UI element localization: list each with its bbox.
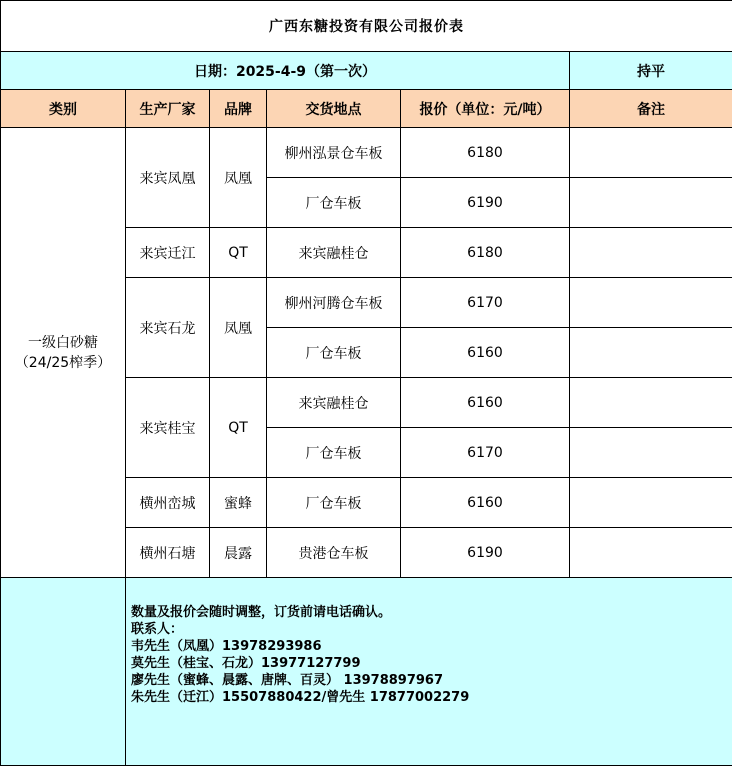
price-cell: 6180 [401, 128, 570, 178]
manufacturer-cell: 横州石塘 [126, 528, 210, 578]
category-season: （24/25榨季） [1, 353, 125, 373]
remarks-cell [570, 428, 732, 478]
remarks-cell [570, 178, 732, 228]
note-line-3: 莫先生（桂宝、石龙）13977127799 [131, 655, 732, 672]
trend-label: 持平 [570, 52, 732, 90]
price-cell: 6190 [401, 528, 570, 578]
sheet-title: 广西东糖投资有限公司报价表 [1, 1, 732, 52]
header-manufacturer: 生产厂家 [126, 90, 210, 128]
brand-cell: 凤凰 [210, 278, 267, 378]
brand-cell: QT [210, 228, 267, 278]
header-remarks: 备注 [570, 90, 732, 128]
delivery-cell: 厂仓车板 [267, 478, 401, 528]
remarks-cell [570, 328, 732, 378]
manufacturer-cell: 来宾凤凰 [126, 128, 210, 228]
manufacturer-cell: 来宾石龙 [126, 278, 210, 378]
header-price: 报价（单位：元/吨） [401, 90, 570, 128]
delivery-cell: 贵港仓车板 [267, 528, 401, 578]
brand-cell: QT [210, 378, 267, 478]
delivery-cell: 柳州泓景仓车板 [267, 128, 401, 178]
price-cell: 6160 [401, 378, 570, 428]
note-line-4: 廖先生（蜜蜂、晨露、唐牌、百灵） 13978897967 [131, 672, 732, 689]
remarks-cell [570, 228, 732, 278]
header-brand: 品牌 [210, 90, 267, 128]
note-line-2: 韦先生（凤凰）13978293986 [131, 638, 732, 655]
delivery-cell: 柳州河腾仓车板 [267, 278, 401, 328]
category-name: 一级白砂糖 [1, 333, 125, 353]
price-cell: 6160 [401, 478, 570, 528]
remarks-cell [570, 378, 732, 428]
table-row [1, 128, 732, 178]
remarks-cell [570, 528, 732, 578]
header-delivery: 交货地点 [267, 90, 401, 128]
price-cell: 6170 [401, 428, 570, 478]
note-line-5: 朱先生（迁江）15507880422/曾先生 17877002279 [131, 689, 732, 706]
note-line-0: 数量及报价会随时调整，订货前请电话确认。 [131, 604, 732, 621]
brand-cell: 蜜蜂 [210, 478, 267, 528]
remarks-cell [570, 128, 732, 178]
brand-cell: 凤凰 [210, 128, 267, 228]
delivery-cell: 来宾融桂仓 [267, 378, 401, 428]
price-cell: 6160 [401, 328, 570, 378]
footer-blank-cell [1, 578, 126, 766]
notes-cell [126, 578, 732, 766]
delivery-cell: 厂仓车板 [267, 178, 401, 228]
manufacturer-cell: 横州峦城 [126, 478, 210, 528]
note-line-1: 联系人： [131, 621, 732, 638]
category-cell [1, 128, 126, 578]
manufacturer-cell: 来宾桂宝 [126, 378, 210, 478]
date-label: 日期：2025-4-9（第一次） [1, 52, 570, 90]
manufacturer-cell: 来宾迁江 [126, 228, 210, 278]
price-cell: 6170 [401, 278, 570, 328]
remarks-cell [570, 278, 732, 328]
delivery-cell: 来宾融桂仓 [267, 228, 401, 278]
price-cell: 6180 [401, 228, 570, 278]
header-category: 类别 [1, 90, 126, 128]
delivery-cell: 厂仓车板 [267, 328, 401, 378]
remarks-cell [570, 478, 732, 528]
brand-cell: 晨露 [210, 528, 267, 578]
delivery-cell: 厂仓车板 [267, 428, 401, 478]
price-cell: 6190 [401, 178, 570, 228]
